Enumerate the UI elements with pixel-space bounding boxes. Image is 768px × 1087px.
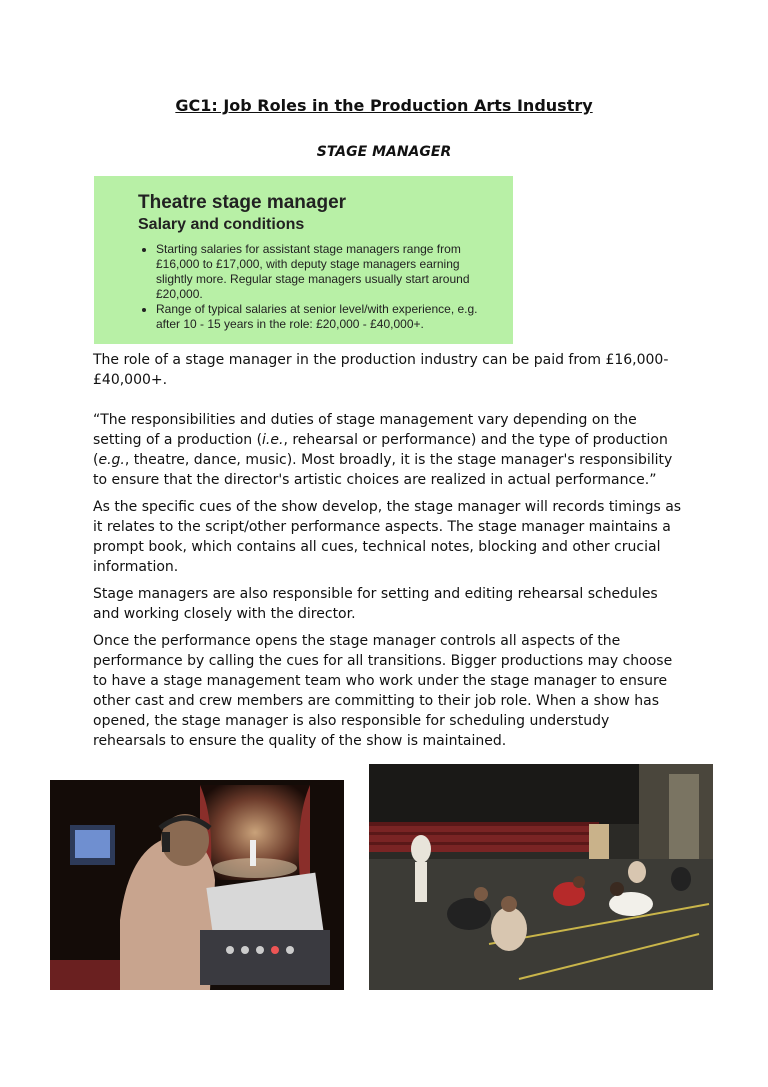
page-subtitle: STAGE MANAGER [316, 144, 452, 160]
italic-ie: i.e. [262, 432, 284, 448]
italic-eg: e.g. [98, 452, 125, 468]
salary-info-box [94, 176, 513, 344]
salary-bullet: • Range of typical salaries at senior level/with experience, e.g. after 10 - 15 years in the role: £20,000 - £40,000+. [156, 302, 499, 332]
salary-bullet-list [138, 242, 499, 332]
paragraph-text: , rehearsal or performance) and the type of production ( [93, 432, 668, 468]
stage-rehearsal-photo [369, 764, 713, 990]
paragraph-text: “The responsibilities and duties of stage management vary depending on the setting of a production ( [93, 412, 637, 448]
salary-box-subheading: Salary and conditions [138, 216, 305, 233]
salary-box-heading: Theatre stage manager [138, 192, 347, 213]
paragraph-performance: Once the performance opens the stage manager controls all aspects of the performance by calling the cues for all transitions. Bigger productions may choose to have a stage management team who work under the stage manager to ensure other cast and crew members are committing to their job role. When a show has opened, the stage manager is also responsible for scheduling understudy rehearsals to ensure the quality of the show is maintained. [93, 633, 673, 749]
paragraph-schedules: Stage managers are also responsible for setting and editing rehearsal schedules and working closely with the director. [93, 586, 658, 622]
prompt-desk-photo [50, 780, 344, 990]
paragraph-text: , theatre, dance, music). Most broadly, it is the stage manager's responsibility to ensure that the director's artistic choices are realized in actual performance.” [93, 452, 673, 488]
paragraph-pay: The role of a stage manager in the production industry can be paid from £16,000-£40,000+. [93, 352, 669, 388]
paragraph-responsibilities [93, 410, 683, 490]
salary-bullet: • Starting salaries for assistant stage managers range from £16,000 to £17,000, with deputy stage managers earning slightly more. Regular stage managers usually start around £20,000. [156, 242, 499, 302]
body-text [93, 350, 683, 758]
paragraph-cues: As the specific cues of the show develop, the stage manager will records timings as it relates to the script/other performance aspects. The stage manager maintains a prompt book, which contains all cues, technical notes, blocking and other crucial information. [93, 499, 682, 575]
page-title: GC1: Job Roles in the Production Arts Industry [175, 96, 593, 115]
